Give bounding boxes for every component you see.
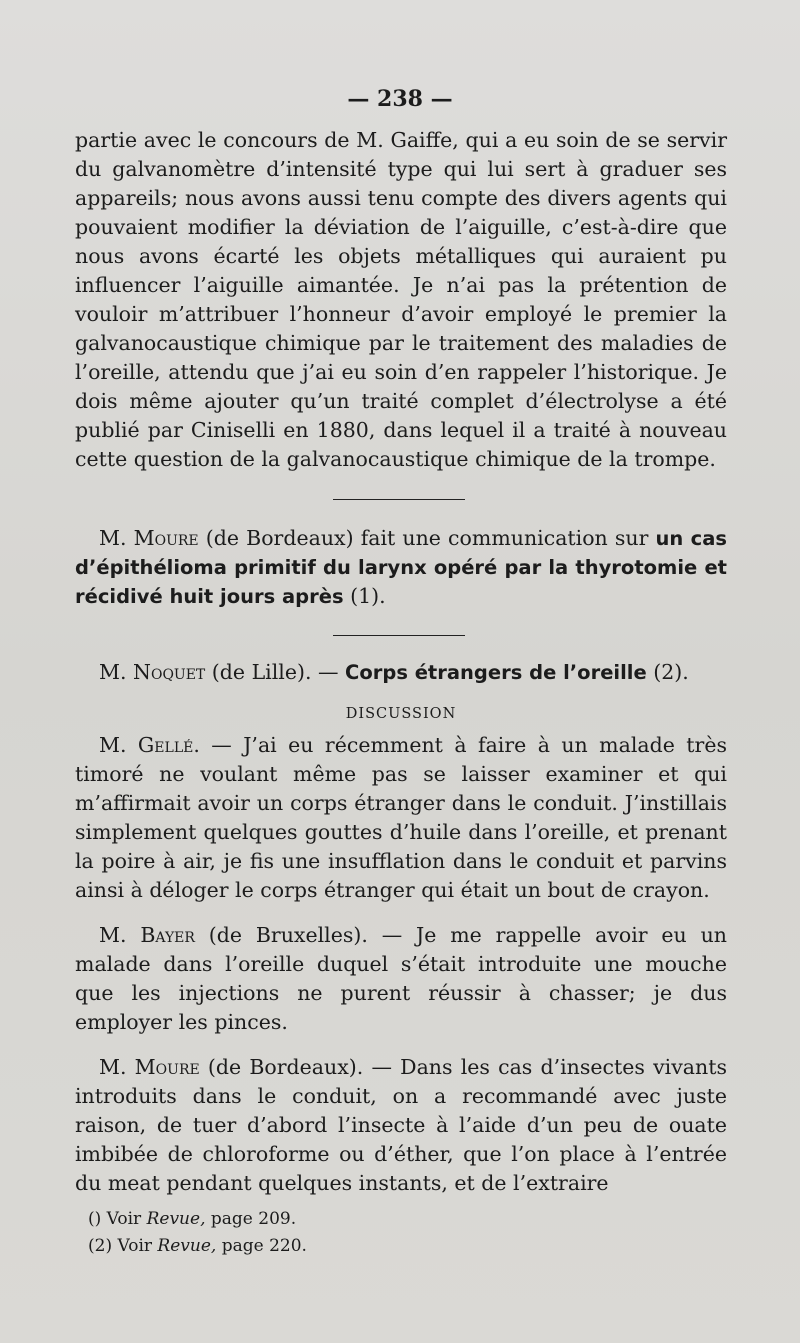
speaker-name: M. Noquet (99, 660, 206, 684)
footnote-ref: (2). (646, 660, 689, 684)
paragraph-gelle (75, 731, 727, 905)
paragraph-continuation: partie avec le concours de M. Gaiffe, qui a eu soin de se servir du galvanomètre d’intensité type qui lui sert à graduer ses appareils; nous avons aussi tenu compte des divers agents qui pouvaient modifier la déviation de l’aiguille, c’est-à-dire que nous avons écarté les objets métalliques qui auraient pu influencer l’aiguille aimantée. Je n’ai pas la prétention de vouloir m’attribuer l’honneur d’avoir employé le premier la galvanocaustique chimique par le traitement des maladies de l’oreille, attendu que j’ai eu soin d’en rappeler l’historique. Je dois même ajouter qu’un traité complet d’électrolyse a été publié par Ciniselli en 1880, dans lequel il a traité à nouveau cette question de la galvanocaustique chimique de la trompe. (75, 128, 727, 471)
paragraph-moure-discussion (75, 1053, 727, 1198)
section-divider (333, 635, 465, 636)
speech-text: (de Bruxelles). — Je me rappelle avoir eu un malade dans l’oreille duquel s’était introduite une mouche que les injections ne purent réussir à chasser; je dus employer les pinces. (75, 923, 727, 1034)
speaker-name: M. Moure (99, 1055, 200, 1079)
section-divider (333, 499, 465, 500)
footnote-source: Revue, (146, 1209, 206, 1229)
speech-text: (de Bordeaux). — Dans les cas d’insectes vivants introduits dans le conduit, on a recommandé avec juste raison, de tuer d’abord l’insecte à l’aide d’un peu de ouate imbibée de chloroforme ou d’éther, que l’on place à l’entrée du meat pendant quelques instants, et de l’extraire (75, 1055, 727, 1195)
footnotes (88, 1206, 688, 1260)
footnote-ref: (1). (343, 584, 386, 608)
affiliation-text: (de Lille). — (205, 660, 346, 684)
footnote: (2) Voir Revue, page 220. (88, 1236, 307, 1256)
communication-title: un cas d’épithélioma primitif du larynx opéré par la thyrotomie et récidivé huit jours après (75, 527, 727, 608)
footnote-source: Revue, (157, 1236, 217, 1256)
speaker-name: M. Bayer (99, 923, 195, 947)
speaker-name: M. Moure (99, 526, 199, 550)
affiliation-text: (de Bordeaux) fait une communication sur (198, 526, 656, 550)
communication-title: Corps étrangers de l’oreille (345, 661, 647, 684)
footnote: () Voir Revue, page 209. (88, 1209, 297, 1229)
page-number: — 238 — (347, 86, 453, 112)
footnote-mark: () (88, 1209, 102, 1229)
speech-text: — J’ai eu récemment à faire à un malade très timoré ne voulant même pas se laisser examiner et qui m’affirmait avoir un corps étranger dans le conduit. J’instillais simplement quelques gouttes d’huile dans l’oreille, et prenant la poire à air, je fis une insufflation dans le conduit et parvins ainsi à déloger le corps étranger qui était un bout de crayon. (75, 733, 727, 902)
paragraph-noquet (75, 658, 727, 687)
section-heading: DISCUSSION (345, 706, 457, 722)
body-text (75, 126, 727, 1198)
footnote-mark: (2) (88, 1236, 113, 1256)
paragraph-bayer (75, 921, 727, 1037)
paragraph-moure-communication (75, 524, 727, 611)
speaker-name: M. Gellé. (99, 733, 200, 757)
